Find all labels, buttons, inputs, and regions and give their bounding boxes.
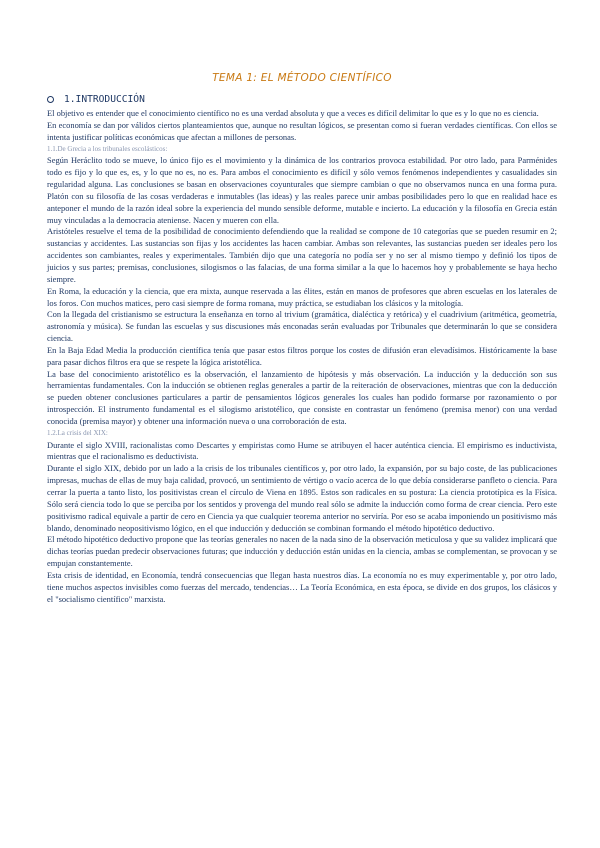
document-body [47,108,557,605]
subsection-heading: 1.1.De Grecia a los tribunales escolásticos: [47,144,168,153]
paragraph: Según Heráclito todo se mueve, lo único fijo es el movimiento y la dinámica de los contrarios provoca estabilidad. Por otro lado, para Parménides todo es fijo y lo que es, es, y lo que no es, no es. Para ambos el conocimiento es difícil y sólo vemos fenómenos independientes y casualidades sin regularidad alguna. Las conclusiones se basan en observaciones coyunturales que siempre cambian o que no observamos nunca en una forma pura. Platón con su filosofía de las cosas verdaderas e inmutables (las ideas) y las reales parece unir ambas posibilidades pero lo que en realidad hace es anteponer el mundo de la razón ideal sobre la experiencia del mundo sensible deforme, mutable e incierto. La educación y la filosofía en Grecia están muy vinculadas a la democracia ateniense. Nacen y mueren con ella. [47,155,557,225]
paragraph: En Roma, la educación y la ciencia, que era mixta, aunque reservada a las élites, están en manos de profesores que abren escuelas en los laterales de los foros. Con muchos matices, pero casi siempre de forma romana, muy práctica, se estudiaban los clásicos y la mitología. [47,285,557,308]
paragraph: Aristóteles resuelve el tema de la posibilidad de conocimiento defendiendo que la realidad se compone de 10 categorías que se pueden resumir en 2; sustancias y accidentes. Las sustancias son fijas y los accidentes las hacen cambiar. Ambas son relevantes, las sustancias pueden ser ideales pero los accidentes son cambiantes, reales y experimentales. También dijo que una categoría no podía ser y no ser al mismo tiempo y definió los tipos de juicios y sus partes; premisas, conclusiones, silogismos o las falacias, de una forma similar a la que lo hacemos hoy y probablemente se haya hecho siempre. [47,226,557,284]
subsection-heading: 1.2.La crisis del XIX: [47,428,108,437]
paragraph: Con la llegada del cristianismo se estructura la enseñanza en torno al trivium (gramática, dialéctica y retórica) y el cuadrivium (aritmética, geometría, astronomía y música). Se fundan las escuelas y sus discusiones más enconadas serán evaluadas por Tribunales que determinarán lo que se considera ciencia. [47,309,557,344]
document-title: TEMA 1: EL MÉTODO CIENTÍFICO [212,72,392,84]
paragraph: La base del conocimiento aristotélico es la observación, el lanzamiento de hipótesis y más observación. La inducción y la deducción son sus herramientas fundamentales. Con la inducción se obtienen reglas generales a partir de la reiteración de observaciones, mientras que con la deducción se pueden obtener conclusiones particulares a partir de pensamientos lógicos generales los cuales han podido formarse por razonamiento o por introspección. El instrumento fundamental es el silogismo aristotélico, que consiste en contrastar un fenómeno (premisa menor) con una verdad conocida (premisa mayor) y obtener una información nueva o una corroboración de esta. [47,368,557,426]
paragraph: Durante el siglo XVIII, racionalistas como Descartes y empiristas como Hume se atribuyen el hacer auténtica ciencia. El empirismo es inductivista, mientras que el racionalismo es deductivista. [47,439,557,462]
hollow-bullet-icon [47,96,54,103]
paragraph: En la Baja Edad Media la producción científica tenía que pasar estos filtros porque los costes de difusión eran elevadísimos. Históricamente la base para pasar dichos filtros era que se respete la lógica aristotélica. [47,344,557,367]
paragraph: Durante el siglo XIX, debido por un lado a la crisis de los tribunales científicos y, por otro lado, la expansión, por su bajo coste, de las publicaciones impresas, muchas de ellas de muy baja calidad, provocó, un sentimiento de vértigo o vacío acerca de lo que debía considerarse panfleto o ciencia. Para cerrar la puerta a tanto listo, los positivistas crean el círculo de Viena en 1895. Estos son radicales en su postura: La ciencia prototípica es la Física. Sólo será ciencia todo lo que se perciba por los sentidos y provenga del mundo real sólo se admite la inducción como forma de crear ciencia. Pero este positivismo radical equivale a partir de cero en Ciencia ya que cualquier teorema anterior no serviría. Por eso se acaba imponiendo un positivismo más blando, denominado neopositivismo lógico, en el que inducción y deducción se combinan formando el método hipotético deductivo. [47,463,557,533]
paragraph: En economía se dan por válidos ciertos planteamientos que, aunque no resultan lógicos, se presentan como si fueran verdades científicas. Con ellos se intenta justificar políticas económicas que afectan a millones de personas. [47,119,557,142]
section-heading-label: 1.INTRODUCCIÓN [64,94,145,105]
paragraph: El objetivo es entender que el conocimiento científico no es una verdad absoluta y que a veces es difícil delimitar lo que es y lo que no es ciencia. [47,108,539,118]
paragraph: Esta crisis de identidad, en Economía, tendrá consecuencias que llegan hasta nuestros días. La economía no es muy experimentable y, por otro lado, tiene muchos aspectos invisibles como fuerzas del mercado, tendencias… La Teoría Económica, en esta época, se divide en dos grupos, los clásicos y el "socialismo científico" marxista. [47,569,557,604]
paragraph: El método hipotético deductivo propone que las teorías generales no nacen de la nada sino de la observación meticulosa y que su validez implicará que dichas teorías puedan predecir observaciones futuras; que inducción y deducción están unidas en la ciencia, ambas se complementan, se provocan y se empujan constantemente. [47,534,557,569]
section-heading [47,93,557,106]
